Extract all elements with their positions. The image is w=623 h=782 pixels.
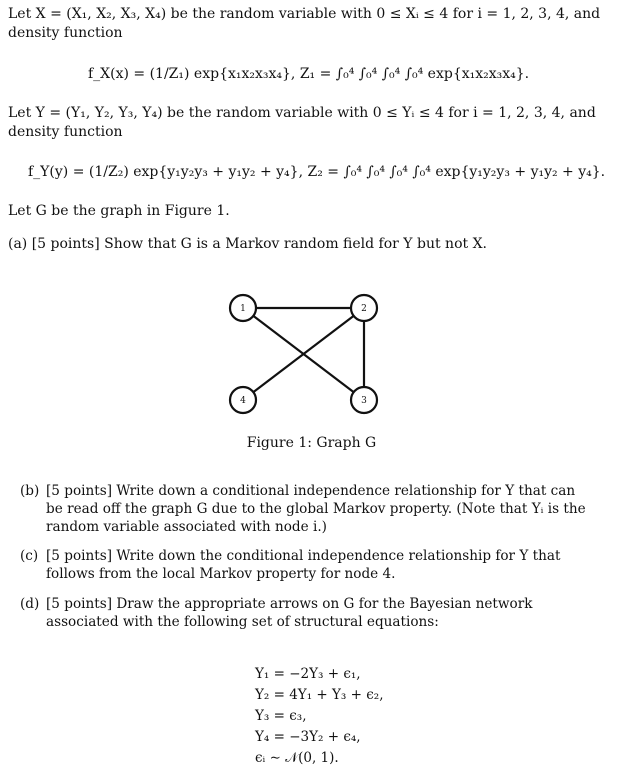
part-b-label: (b) xyxy=(20,483,40,499)
part-c-label: (c) xyxy=(20,548,39,564)
equation-y4: Y₄ = −3Y₂ + ϵ₄, xyxy=(255,729,361,745)
part-a: (a) [5 points] Show that G is a Markov random field for Y but not X. xyxy=(8,236,487,252)
part-c xyxy=(20,547,590,583)
intro-x: Let X = (X₁, X₂, X₃, X₄) be the random variable with 0 ≤ Xᵢ ≤ 4 for i = 1, 2, 3, 4, and density function xyxy=(8,6,601,41)
part-d-label: (d) xyxy=(20,596,40,612)
figure-caption: Figure 1: Graph G xyxy=(246,435,377,451)
equation-y2: Y₂ = 4Y₁ + Y₃ + ϵ₂, xyxy=(255,687,384,703)
node-label-4: 4 xyxy=(240,396,246,406)
node-label-3: 3 xyxy=(361,396,367,406)
node-label-1: 1 xyxy=(240,304,246,314)
part-c-text: [5 points] Write down the conditional independence relationship for Y that follows from the local Markov property for node 4. xyxy=(46,548,561,582)
equation-y3: Y₃ = ϵ₃, xyxy=(255,708,307,724)
intro-y: Let Y = (Y₁, Y₂, Y₃, Y₄) be the random variable with 0 ≤ Yᵢ ≤ 4 for i = 1, 2, 3, 4, and density function xyxy=(8,105,596,140)
equation-density-y: f_Y(y) = (1/Z₂) exp{y₁y₂y₃ + y₁y₂ + y₄}, Z₂ = ∫₀⁴ ∫₀⁴ ∫₀⁴ ∫₀⁴ exp{y₁y₂y₃ + y₁y₂ + y₄}. xyxy=(28,164,606,180)
structural-equations xyxy=(255,664,384,769)
part-b xyxy=(20,482,590,536)
node-label-2: 2 xyxy=(361,304,367,314)
equation-y1: Y₁ = −2Y₃ + ϵ₁, xyxy=(255,666,361,682)
part-d xyxy=(20,595,590,631)
part-d-text: [5 points] Draw the appropriate arrows on G for the Bayesian network associated with the following set of structural equations: xyxy=(46,596,533,630)
equation-density-x: f_X(x) = (1/Z₁) exp{x₁x₂x₃x₄}, Z₁ = ∫₀⁴ ∫₀⁴ ∫₀⁴ ∫₀⁴ exp{x₁x₂x₃x₄}. xyxy=(88,66,530,82)
equation-noise: ϵᵢ ∼ 𝒩(0, 1). xyxy=(255,750,339,766)
graph-intro: Let G be the graph in Figure 1. xyxy=(8,203,230,219)
part-b-text: [5 points] Write down a conditional independence relationship for Y that can be read off the graph G due to the global Markov property. (Note that Yᵢ is the random variable associated with node i.) xyxy=(46,483,586,535)
